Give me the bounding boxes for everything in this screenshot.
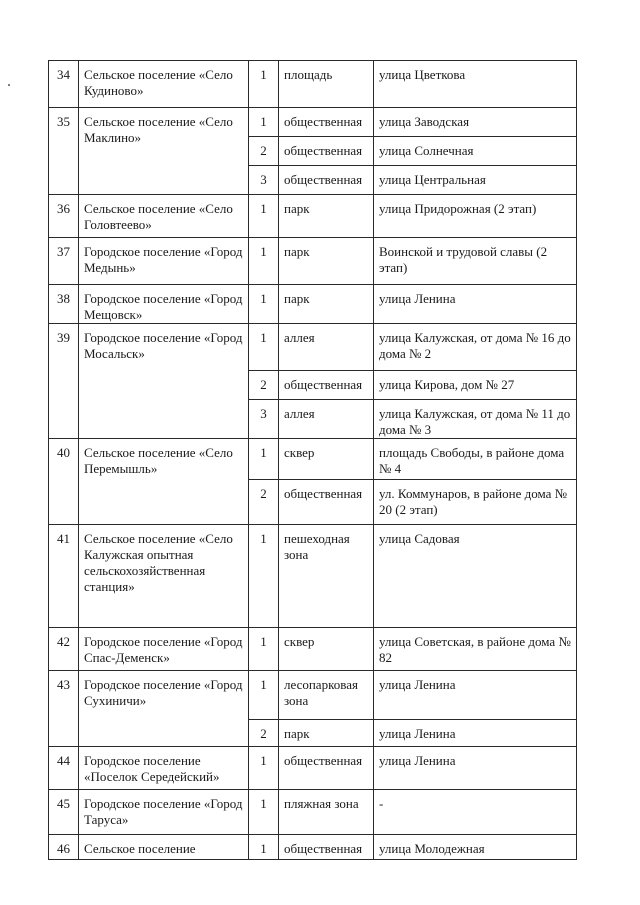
table-row	[49, 439, 577, 480]
territory-type: общественная	[279, 835, 374, 860]
table-row	[49, 525, 577, 628]
territory-type: общественная	[279, 137, 374, 166]
settlement-number: 35	[49, 108, 79, 195]
territory-type: общественная	[279, 371, 374, 400]
territory-type: общественная	[279, 747, 374, 790]
table-row	[49, 238, 577, 285]
territory-address: улица Молодежная	[374, 835, 577, 860]
table-row	[49, 108, 577, 137]
settlement-number: 46	[49, 835, 79, 860]
item-number: 1	[249, 439, 279, 480]
territory-type: аллея	[279, 400, 374, 439]
territory-address: улица Садовая	[374, 525, 577, 628]
settlement-name: Городское поселение «Город Мещовск»	[79, 285, 249, 324]
territory-type: площадь	[279, 61, 374, 108]
item-number: 1	[249, 835, 279, 860]
table-row	[49, 324, 577, 371]
settlement-name: Городское поселение «Город Сухиничи»	[79, 671, 249, 747]
settlement-name: Городское поселение «Город Таруса»	[79, 790, 249, 835]
territory-address: улица Солнечная	[374, 137, 577, 166]
settlement-name: Городское поселение «Город Мосальск»	[79, 324, 249, 439]
territory-address: улица Ленина	[374, 285, 577, 324]
settlement-name: Городское поселение «Город Медынь»	[79, 238, 249, 285]
settlement-number: 43	[49, 671, 79, 747]
table-row	[49, 835, 577, 860]
item-number: 1	[249, 671, 279, 720]
settlement-number: 38	[49, 285, 79, 324]
item-number: 1	[249, 61, 279, 108]
territory-type: общественная	[279, 166, 374, 195]
settlement-name: Сельское поселение	[79, 835, 249, 860]
territory-type: пляжная зона	[279, 790, 374, 835]
settlement-number: 39	[49, 324, 79, 439]
territory-address: -	[374, 790, 577, 835]
territory-address: улица Калужская, от дома № 16 до дома № 2	[374, 324, 577, 371]
scan-speck	[8, 84, 10, 86]
item-number: 1	[249, 108, 279, 137]
territory-type: парк	[279, 238, 374, 285]
item-number: 3	[249, 400, 279, 439]
territory-address: улица Центральная	[374, 166, 577, 195]
settlement-number: 42	[49, 628, 79, 671]
item-number: 1	[249, 285, 279, 324]
settlement-name: Сельское поселение «Село Маклино»	[79, 108, 249, 195]
territory-address: улица Цветкова	[374, 61, 577, 108]
territory-address: улица Калужская, от дома № 11 до дома № 3	[374, 400, 577, 439]
territory-address: улица Ленина	[374, 720, 577, 747]
territory-type: аллея	[279, 324, 374, 371]
territory-type: общественная	[279, 480, 374, 525]
territory-type: сквер	[279, 439, 374, 480]
item-number: 2	[249, 720, 279, 747]
settlement-name: Городское поселение «Поселок Середейский»	[79, 747, 249, 790]
territory-type: парк	[279, 195, 374, 238]
item-number: 1	[249, 747, 279, 790]
territory-address: ул. Коммунаров, в районе дома № 20 (2 этап)	[374, 480, 577, 525]
territory-address: улица Придорожная (2 этап)	[374, 195, 577, 238]
settlement-number: 44	[49, 747, 79, 790]
settlement-number: 34	[49, 61, 79, 108]
territory-address: улица Кирова, дом № 27	[374, 371, 577, 400]
table-row	[49, 790, 577, 835]
territory-type: общественная	[279, 108, 374, 137]
settlement-number: 36	[49, 195, 79, 238]
territory-type: парк	[279, 720, 374, 747]
item-number: 1	[249, 324, 279, 371]
table-row	[49, 195, 577, 238]
settlement-name: Сельское поселение «Село Головтеево»	[79, 195, 249, 238]
table-row	[49, 671, 577, 720]
settlement-number: 40	[49, 439, 79, 525]
territory-type: пешеходная зона	[279, 525, 374, 628]
table-row	[49, 628, 577, 671]
item-number: 1	[249, 195, 279, 238]
item-number: 1	[249, 628, 279, 671]
territory-address: улица Ленина	[374, 671, 577, 720]
territory-address: площадь Свободы, в районе дома № 4	[374, 439, 577, 480]
territory-address: Воинской и трудовой славы (2 этап)	[374, 238, 577, 285]
item-number: 1	[249, 238, 279, 285]
territories-table	[48, 60, 577, 860]
item-number: 3	[249, 166, 279, 195]
territory-address: улица Советская, в районе дома № 82	[374, 628, 577, 671]
settlement-name: Городское поселение «Город Спас-Деменск»	[79, 628, 249, 671]
table-row	[49, 285, 577, 324]
item-number: 1	[249, 525, 279, 628]
item-number: 2	[249, 480, 279, 525]
territory-type: лесопарковая зона	[279, 671, 374, 720]
territory-type: сквер	[279, 628, 374, 671]
table-body	[49, 61, 577, 860]
territory-address: улица Ленина	[374, 747, 577, 790]
settlement-number: 45	[49, 790, 79, 835]
territory-address: улица Заводская	[374, 108, 577, 137]
settlement-number: 37	[49, 238, 79, 285]
territory-type: парк	[279, 285, 374, 324]
item-number: 1	[249, 790, 279, 835]
settlement-number: 41	[49, 525, 79, 628]
settlement-name: Сельское поселение «Село Кудиново»	[79, 61, 249, 108]
item-number: 2	[249, 371, 279, 400]
table-row	[49, 747, 577, 790]
settlement-name: Сельское поселение «Село Калужская опытная сельскохозяйственная станция»	[79, 525, 249, 628]
table-row	[49, 61, 577, 108]
settlement-name: Сельское поселение «Село Перемышль»	[79, 439, 249, 525]
item-number: 2	[249, 137, 279, 166]
